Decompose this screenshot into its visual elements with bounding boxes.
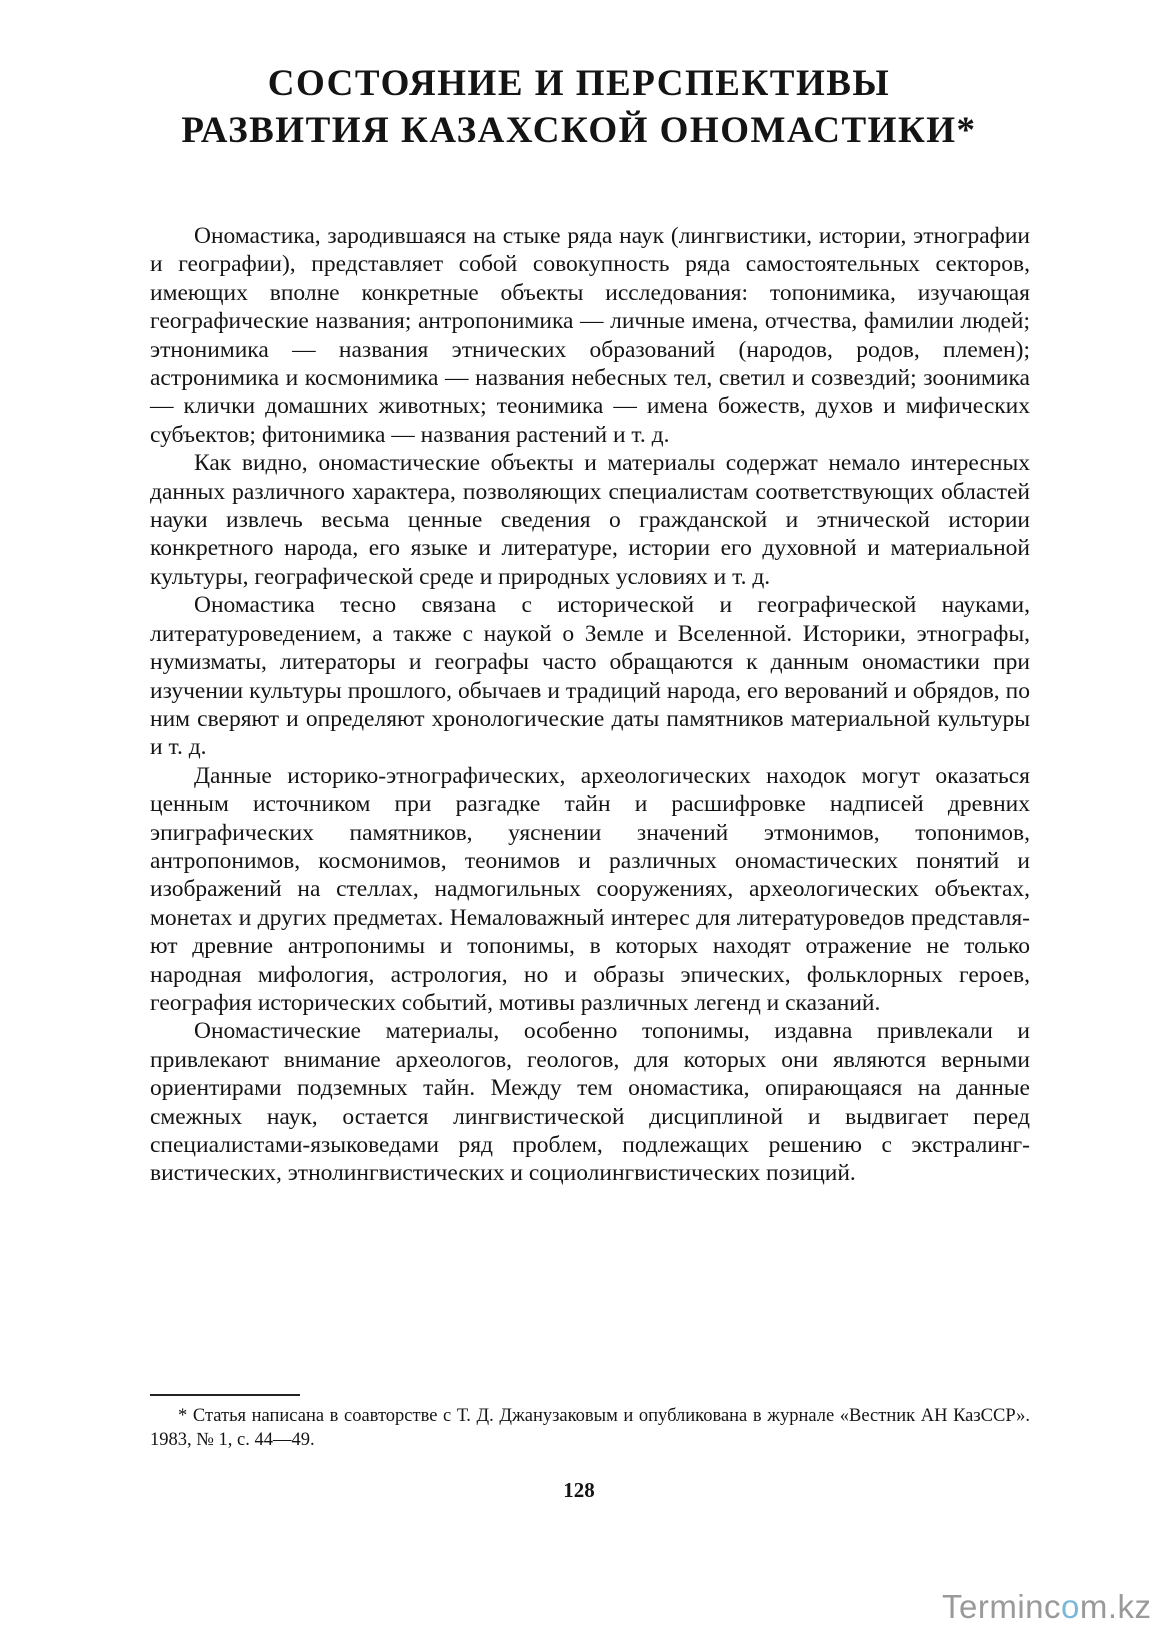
paragraph-3: Ономастика тесно связана с исторической и географической науками, литературоведением, а также с наукой о Земле и Вселенной. Историки, этнографы, нумизматы, литераторы и географы часто обращаются к данным ономастики при изучении культуры прошлого, обычаев и традиций народа, его верований и обрядов, по ним сверяют и определяют хронологические даты памятников материальной культуры и т. д.: [150, 592, 1030, 761]
watermark-part-3: m.kz: [1079, 1588, 1152, 1625]
title-line-2: РАЗВИТИЯ КАЗАХСКОЙ ОНОМАСТИКИ*: [181, 110, 977, 151]
page-title: [0, 60, 1158, 154]
paragraph-1: Ономастика, зародившаяся на стыке ряда наук (лингвистики, истории, этнографии и географии), представляет собой совокупность ряда самостоятельных секторов, имеющих вполне конкретные объекты исследования: топонимика, изучающая географические названия; антропонимика — личные имена, отчества, фамилии людей; этнонимика — названия этнических образований (народов, родов, племен); астронимика и космонимика — названия небесных тел, светил и созвездий; зоонимика — клички домашних животных; теонимика — имена божеств, духов и мифических субъектов; фитонимика — названия растений и т. д.: [150, 223, 1030, 448]
article-body: [150, 222, 1030, 1188]
paragraph-2: Как видно, ономастические объекты и материалы содержат немало интересных данных различного характера, позволяющих специалистам соответствующих областей науки извлечь весьма ценные сведения о гражданской и этнической истории конкретного народа, его языке и литературе, истории его духовной и материальной культуры, географической среде и природных условиях и т. д.: [150, 450, 1030, 590]
title-line-1: СОСТОЯНИЕ И ПЕРСПЕКТИВЫ: [267, 63, 891, 104]
paragraph-4: Данные историко-этнографических, археологических находок могут оказаться ценным источником при разгадке тайн и расшифровке надписей древних эпиграфических памятников, уяснении значений этмонимов, топонимов, антропонимов, космонимов, теонимов и различных ономастических понятий и изображений на стеллах, надмогильных сооружениях, археологических объектах, монетах и других предметах. Немаловажный интерес для литературоведов представляют древние антропонимы и топонимы, в которых находят отражение не только народная мифология, астрология, но и образы эпических, фольклорных героев, география исторических событий, мотивы различных легенд и сказаний.: [150, 762, 1030, 1016]
footnote-text: * Статья написана в соавторстве с Т. Д. Джанузаковым и опубликована в журнале «Вестник АН КазССР». 1983, № 1, с. 44—49.: [150, 1406, 1030, 1450]
watermark-accent-letter: o: [1061, 1588, 1080, 1625]
site-watermark-logo: [942, 1588, 1152, 1626]
footnote-divider: [150, 1394, 300, 1396]
paragraph-5: Ономастические материалы, особенно топонимы, издавна привлекали и привлекают внимание археологов, геологов, для которых они являются верными ориентирами подземных тайн. Между тем ономастика, опирающаяся на данные смежных наук, остается лингвистической дисциплиной и выдвигает перед специалистами-языковедами ряд проблем, подлежащих решению с экстралинг- вистических, этнолингвистических и социолингвистических позиций.: [150, 1018, 1030, 1187]
footnote: [150, 1404, 1030, 1452]
watermark-part-1: Terminc: [942, 1588, 1062, 1625]
page-number: 128: [563, 1478, 595, 1502]
